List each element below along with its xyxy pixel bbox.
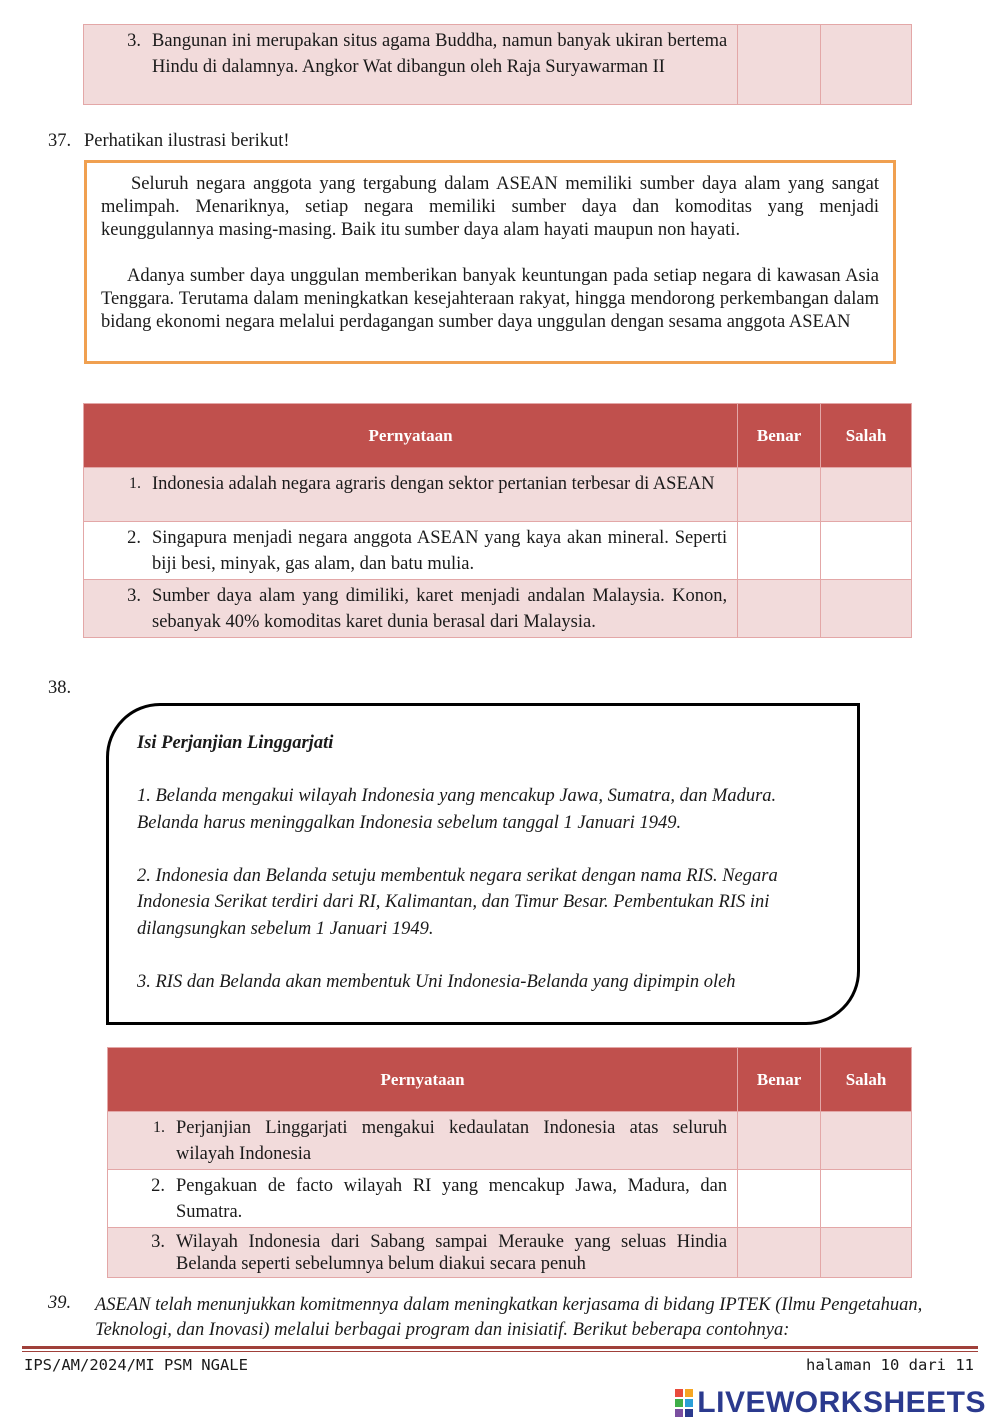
salah-cell[interactable]	[821, 25, 912, 105]
benar-cell[interactable]	[738, 1228, 821, 1278]
row-number: 2.	[151, 1176, 165, 1196]
footer-doc-code: IPS/AM/2024/MI PSM NGALE	[24, 1356, 248, 1374]
statement-text: Sumber daya alam yang dimiliki, karet menjadi andalan Malaysia. Konon, sebanyak 40% komoditas karet dunia berasal dari Malaysia.	[152, 586, 728, 632]
q37-paragraph-1: Seluruh negara anggota yang tergabung dalam ASEAN memiliki sumber daya alam yang sangat melimpah. Menariknya, setiap negara memiliki sumber daya dan komoditas yang menjadi keunggulannya masing-masing. Baik itu sumber daya alam hayati maupun non hayati.	[101, 174, 879, 240]
table-row	[84, 468, 912, 522]
statement-cell	[108, 1170, 738, 1228]
salah-cell[interactable]	[821, 580, 912, 638]
benar-cell[interactable]	[738, 1170, 821, 1228]
table-row	[84, 522, 912, 580]
benar-cell[interactable]	[738, 522, 821, 580]
statement-cell	[84, 468, 738, 522]
table-q38	[107, 1047, 912, 1278]
salah-cell[interactable]	[821, 1112, 912, 1170]
benar-cell[interactable]	[738, 580, 821, 638]
q37-paragraph-2: Adanya sumber daya unggulan memberikan banyak keuntungan pada setiap negara di kawasan Asia Tenggara. Terutama dalam meningkatkan kesejahteraan rakyat, hingga mendorong perkembangan dalam bidang ekonomi negara melalui perdagangan sumber daya unggulan dengan sesama anggota ASEAN	[101, 266, 879, 332]
header-benar: Benar	[738, 404, 821, 468]
salah-cell[interactable]	[821, 1170, 912, 1228]
q38-point-3: 3. RIS dan Belanda akan membentuk Uni Indonesia-Belanda yang dipimpin oleh	[137, 971, 736, 992]
footer-page-number: halaman 10 dari 11	[806, 1356, 974, 1374]
q38-treaty-box	[106, 703, 860, 1025]
table-row	[84, 580, 912, 638]
table-q36-continuation	[83, 24, 912, 105]
row-number: 3.	[127, 586, 141, 606]
footer-divider-thin	[22, 1351, 978, 1352]
q38-label: 38.	[48, 678, 72, 698]
benar-cell[interactable]	[738, 468, 821, 522]
benar-cell[interactable]	[738, 25, 821, 105]
statement-cell	[84, 580, 738, 638]
statement-text: Wilayah Indonesia dari Sabang sampai Merauke yang seluas Hindia Belanda seperti sebelumnya belum diakui secara penuh	[176, 1232, 728, 1274]
table-header-row	[84, 404, 912, 468]
row-number: 3.	[127, 31, 141, 51]
statement-cell	[84, 25, 738, 105]
q37-label: 37.	[48, 131, 72, 151]
header-pernyataan: Pernyataan	[84, 404, 738, 468]
liveworksheets-logo-icon	[675, 1389, 693, 1417]
table-header-row	[108, 1048, 912, 1112]
table-row	[108, 1228, 912, 1278]
statement-text: Bangunan ini merupakan situs agama Buddha, namun banyak ukiran bertema Hindu di dalamnya. Angkor Wat dibangun oleh Raja Suryawarman II	[152, 31, 728, 77]
header-salah: Salah	[821, 404, 912, 468]
salah-cell[interactable]	[821, 468, 912, 522]
statement-cell	[108, 1112, 738, 1170]
header-benar: Benar	[738, 1048, 821, 1112]
header-pernyataan: Pernyataan	[108, 1048, 738, 1112]
statement-text: Singapura menjadi negara anggota ASEAN yang kaya akan mineral. Seperti biji besi, minyak, gas alam, dan batu mulia.	[152, 528, 728, 574]
q38-point-2: 2. Indonesia dan Belanda setuju membentuk negara serikat dengan nama RIS. Negara Indonesia Serikat terdiri dari RI, Kalimantan, dan Timur Besar. Pembentukan RIS ini dilangsungkan sebelum 1 Januari 1949.	[137, 865, 778, 939]
table-row	[84, 25, 912, 105]
salah-cell[interactable]	[821, 522, 912, 580]
statement-text: Indonesia adalah negara agraris dengan sektor pertanian terbesar di ASEAN	[152, 474, 715, 494]
benar-cell[interactable]	[738, 1112, 821, 1170]
liveworksheets-logo-text: LIVEWORKSHEETS	[697, 1386, 986, 1419]
row-number: 3.	[151, 1232, 165, 1252]
statement-text: Pengakuan de facto wilayah RI yang mencakup Jawa, Madura, dan Sumatra.	[176, 1176, 728, 1222]
statement-text: Perjanjian Linggarjati mengakui kedaulatan Indonesia atas seluruh wilayah Indonesia	[176, 1118, 728, 1164]
table-row	[108, 1112, 912, 1170]
q37-illustration-box	[84, 160, 896, 364]
table-q37	[83, 403, 912, 638]
footer-divider	[22, 1346, 978, 1349]
statement-cell	[108, 1228, 738, 1278]
salah-cell[interactable]	[821, 1228, 912, 1278]
q39-text: ASEAN telah menunjukkan komitmennya dalam meningkatkan kerjasama di bidang IPTEK (Ilmu Pengetahuan, Teknologi, dan Inovasi) melalui berbagai program dan inisiatif. Berikut beberapa contohnya:	[95, 1295, 923, 1340]
row-number: 2.	[127, 528, 141, 548]
row-number: 1.	[129, 475, 141, 492]
q38-point-1: 1. Belanda mengakui wilayah Indonesia yang mencakup Jawa, Sumatra, dan Madura. Belanda harus meninggalkan Indonesia sebelum tanggal 1 Januari 1949.	[137, 786, 777, 833]
table-row	[108, 1170, 912, 1228]
q38-box-title: Isi Perjanjian Linggarjati	[137, 733, 334, 753]
liveworksheets-logo	[675, 1386, 986, 1420]
statement-cell	[84, 522, 738, 580]
q39-label: 39.	[48, 1293, 72, 1313]
header-salah: Salah	[821, 1048, 912, 1112]
q37-prompt: Perhatikan ilustrasi berikut!	[84, 131, 290, 151]
row-number: 1.	[153, 1119, 165, 1136]
